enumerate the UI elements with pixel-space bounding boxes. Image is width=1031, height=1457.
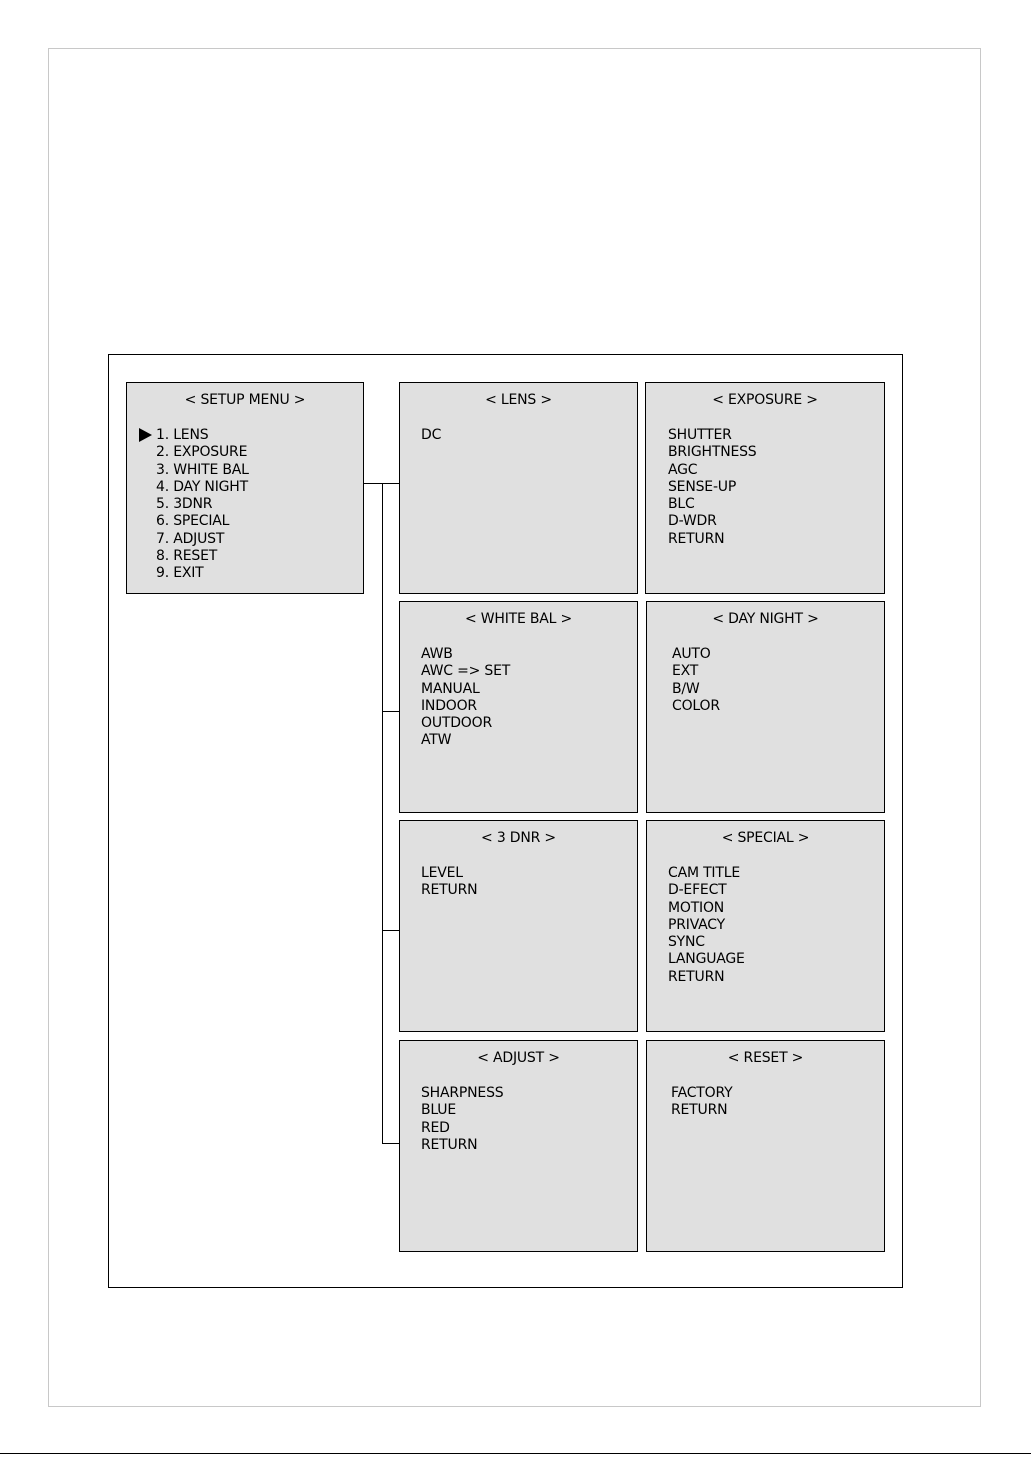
page-bottom-rule: [0, 1453, 1031, 1454]
3dnr-item: LEVEL: [421, 865, 463, 881]
white-bal-item: AWB: [421, 646, 453, 662]
menu-item-adjust[interactable]: 7. ADJUST: [156, 530, 225, 547]
special-item: LANGUAGE: [668, 951, 745, 968]
connector-adjust: [382, 1143, 400, 1144]
adjust-item: BLUE: [421, 1102, 456, 1119]
day-night-item: B/W: [672, 680, 700, 697]
menu-item-exit[interactable]: 9. EXIT: [156, 565, 204, 582]
special-item: MOTION: [668, 899, 725, 916]
white-bal-item: INDOOR: [421, 697, 477, 714]
white-bal-box: [399, 601, 638, 813]
connector-trunk: [382, 483, 383, 1144]
special-title: < SPECIAL >: [721, 830, 810, 846]
menu-item-reset[interactable]: 8. RESET: [156, 548, 218, 565]
special-item: D-EFECT: [668, 882, 727, 899]
white-bal-item: MANUAL: [421, 680, 480, 697]
exposure-item: SHUTTER: [668, 427, 732, 443]
selection-pointer-icon: [139, 428, 152, 442]
menu-item-day-night[interactable]: 4. DAY NIGHT: [156, 478, 248, 495]
exposure-list: [668, 427, 756, 548]
day-night-item: COLOR: [672, 697, 720, 714]
adjust-item: SHARPNESS: [421, 1085, 504, 1101]
3dnr-item: RETURN: [421, 882, 478, 899]
exposure-title: < EXPOSURE >: [712, 392, 818, 408]
day-night-box: [646, 601, 885, 813]
lens-list: [421, 427, 441, 444]
white-bal-item: ATW: [421, 732, 452, 749]
reset-box: [646, 1040, 885, 1252]
connector-lens: [382, 483, 400, 484]
exposure-item: BLC: [668, 496, 695, 513]
connector-3dnr: [382, 930, 400, 931]
special-item: CAM TITLE: [668, 865, 740, 881]
menu-item-lens[interactable]: 1. LENS: [156, 427, 209, 443]
lens-item: DC: [421, 427, 442, 443]
3dnr-box: [399, 820, 638, 1032]
white-bal-list: [421, 646, 510, 750]
special-list: [668, 865, 745, 986]
exposure-item: RETURN: [668, 530, 725, 547]
lens-title: < LENS >: [485, 392, 552, 408]
lens-box: [399, 382, 638, 594]
adjust-box: [399, 1040, 638, 1252]
menu-item-3dnr[interactable]: 5. 3DNR: [156, 496, 213, 513]
exposure-item: SENSE-UP: [668, 478, 737, 495]
special-item: RETURN: [668, 968, 725, 985]
reset-item: FACTORY: [671, 1085, 733, 1101]
reset-title: < RESET >: [727, 1050, 804, 1066]
day-night-item: EXT: [672, 663, 699, 680]
reset-list: [671, 1085, 732, 1120]
day-night-title: < DAY NIGHT >: [712, 611, 819, 627]
3dnr-list: [421, 865, 477, 900]
setup-menu-list: [156, 427, 249, 583]
adjust-item: RED: [421, 1119, 450, 1136]
setup-menu-title: < SETUP MENU >: [184, 392, 306, 408]
3dnr-title: < 3 DNR >: [481, 830, 556, 846]
adjust-title: < ADJUST >: [477, 1050, 560, 1066]
special-item: PRIVACY: [668, 916, 725, 933]
menu-item-white-bal[interactable]: 3. WHITE BAL: [156, 461, 249, 478]
special-item: SYNC: [668, 934, 705, 951]
exposure-item: D-WDR: [668, 513, 717, 530]
white-bal-item: AWC => SET: [421, 663, 511, 680]
exposure-item: BRIGHTNESS: [668, 444, 757, 461]
white-bal-item: OUTDOOR: [421, 715, 492, 732]
special-box: [646, 820, 885, 1032]
connector-white-bal: [382, 711, 400, 712]
menu-item-exposure[interactable]: 2. EXPOSURE: [156, 444, 248, 461]
connector-setup-stub: [363, 483, 383, 484]
adjust-list: [421, 1085, 503, 1154]
white-bal-title: < WHITE BAL >: [464, 611, 573, 627]
exposure-item: AGC: [668, 461, 698, 478]
setup-menu-box: [126, 382, 364, 594]
day-night-list: [672, 646, 720, 715]
menu-item-special[interactable]: 6. SPECIAL: [156, 513, 230, 530]
day-night-item: AUTO: [672, 646, 711, 662]
reset-item: RETURN: [671, 1102, 728, 1119]
adjust-item: RETURN: [421, 1136, 478, 1153]
exposure-box: [645, 382, 885, 594]
